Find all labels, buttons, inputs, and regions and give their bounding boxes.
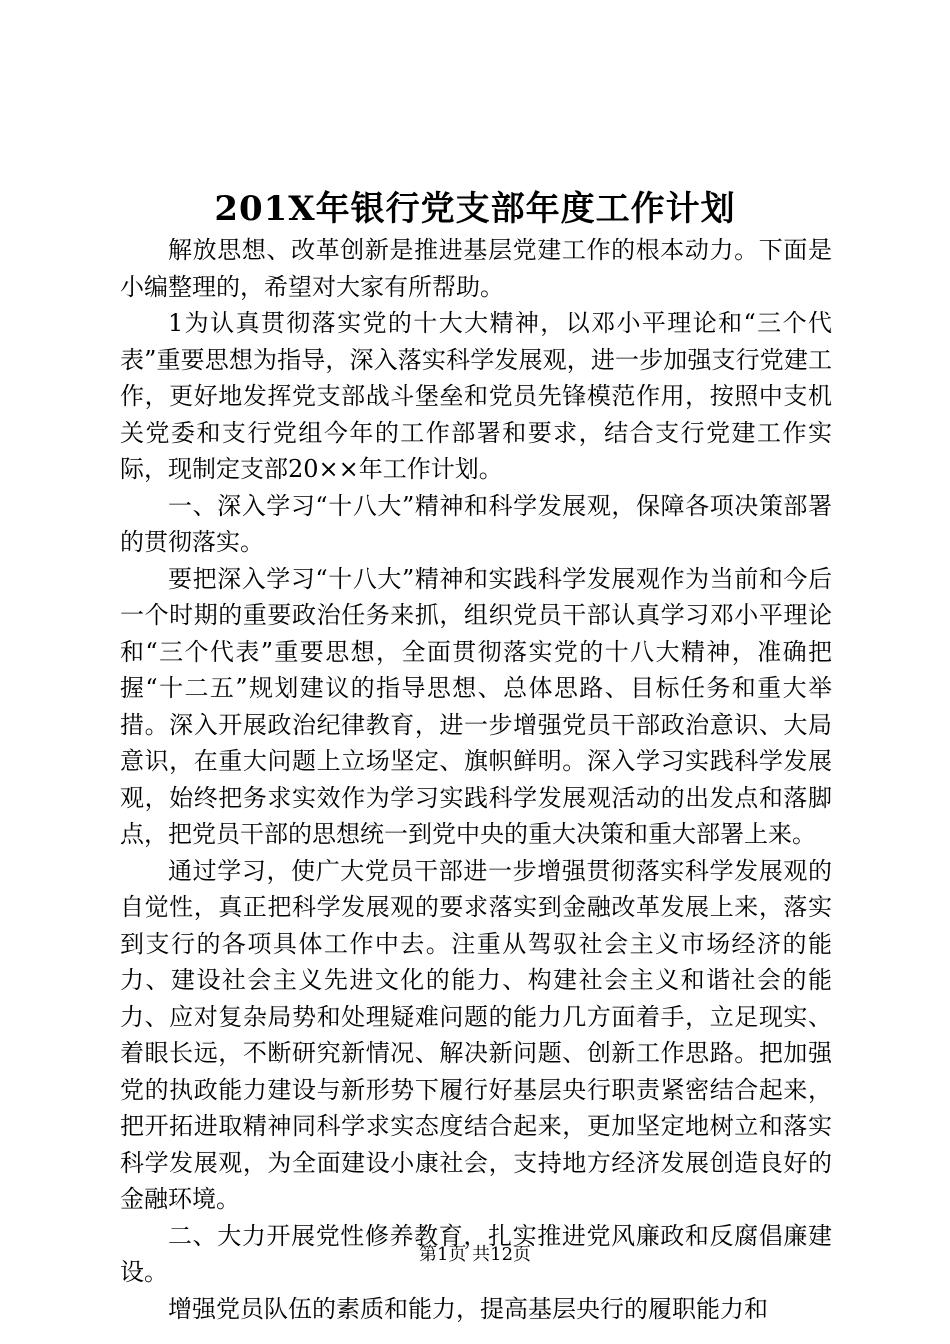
document-title: 201X年银行党支部年度工作计划 [214, 189, 736, 229]
section-heading-2: 二、大力开展党性修养教育，扎实推进党风廉政和反腐倡廉建设。 [120, 1221, 832, 1286]
document-body [120, 232, 832, 1327]
section-heading-1: 一、深入学习“十八大”精神和科学发展观，保障各项决策部署的贯彻落实。 [120, 491, 832, 556]
paragraph-purpose: 1为认真贯彻落实党的十大大精神，以邓小平理论和“三个代表”重要思想为指导，深入落实科学发展观，进一步加强支行党建工作，更好地发挥党支部战斗堡垒和党员先锋模范作用，按照中支机关党委和支行党组今年的工作部署和要求，结合支行党建工作实际，现制定支部20××年工作计划。 [120, 309, 832, 483]
paragraph-intro: 解放思想、改革创新是推进基层党建工作的根本动力。下面是小编整理的，希望对大家有所帮助。 [120, 236, 832, 301]
page-number-footer: 第1页 共12页 [418, 1244, 532, 1265]
paragraph-party-quality: 增强党员队伍的素质和能力，提高基层央行的履职能力和 [168, 1294, 768, 1323]
paragraph-learning-outcome: 通过学习，使广大党员干部进一步增强贯彻落实科学发展观的自觉性，真正把科学发展观的要求落实到金融改革发展上来，落实到支行的各项具体工作中去。注重从驾驭社会主义市场经济的能力、建设社会主义先进文化的能力、构建社会主义和谐社会的能力、应对复杂局势和处理疑难问题的能力几方面着手，立足现实、着眼长远，不断研究新情况、解决新问题、创新工作思路。把加强党的执政能力建设与新形势下履行好基层央行职责紧密结合起来，把开拓进取精神同科学求实态度结合起来，更加坚定地树立和落实科学发展观，为全面建设小康社会，支持地方经济发展创造良好的金融环境。 [120, 856, 832, 1213]
paragraph-study: 要把深入学习“十八大”精神和实践科学发展观作为当前和今后一个时期的重要政治任务来抓，组织党员干部认真学习邓小平理论和“三个代表”重要思想，全面贯彻落实党的十八大精神，准确把握“十二五”规划建议的指导思想、总体思路、目标任务和重大举措。深入开展政治纪律教育，进一步增强党员干部政治意识、大局意识，在重大问题上立场坚定、旗帜鲜明。深入学习实践科学发展观，始终把务求实效作为学习实践科学发展观活动的出发点和落脚点，把党员干部的思想统一到党中央的重大决策和重大部署上来。 [120, 564, 832, 848]
